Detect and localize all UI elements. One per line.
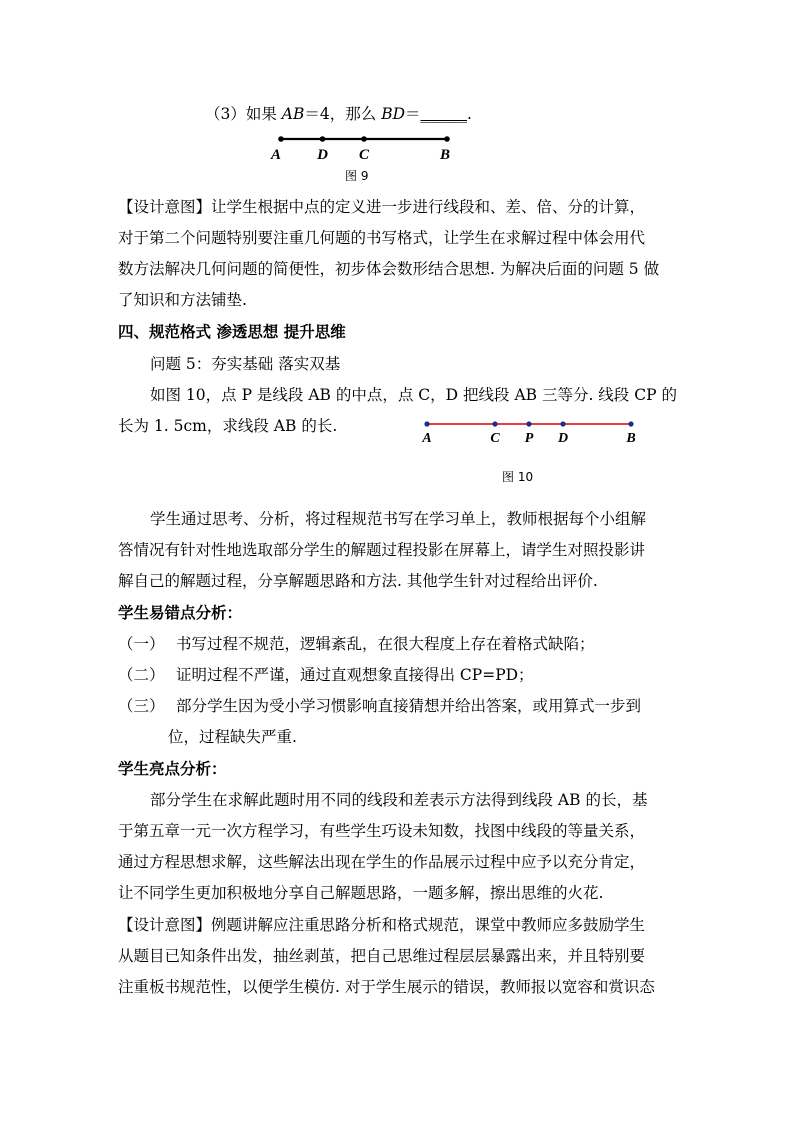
error-item-3: [118, 694, 641, 716]
point-d-dot: [320, 136, 326, 142]
error-item-3-text: 部分学生因为受小学习惯影响直接猜想并给出答案，或用算式一步到: [176, 697, 642, 715]
point-b-label: B: [626, 431, 636, 446]
point-a-dot: [424, 421, 429, 426]
design-intent-1-line-2: 对于第二个问题特别要注重几何题的书写格式，让学生在求解过程中体会用代: [118, 229, 646, 247]
point-b-dot: [444, 136, 450, 142]
error-item-1-text: 书写过程不规范，逻辑紊乱，在很大程度上存在着格式缺陷；: [176, 635, 595, 653]
point-a-label: A: [270, 147, 282, 163]
figure-9-segment: [270, 136, 450, 163]
design-intent-1-line-1: 【设计意图】让学生根据中点的定义进一步进行线段和、差、倍、分的计算，: [118, 198, 646, 216]
error-item-3-continued: 位，过程缺失严重.: [168, 728, 297, 746]
error-item-2-text: 证明过程不严谨，通过直观想象直接得出 CP=PD；: [176, 666, 534, 684]
error-item-2-number: （二）: [118, 666, 165, 684]
point-p-label: P: [524, 431, 534, 446]
figure-10: [415, 415, 647, 449]
highlights-line-1: 部分学生在求解此题时用不同的线段和差表示方法得到线段 AB 的长，基: [150, 791, 648, 809]
error-item-1-number: （一）: [118, 635, 165, 653]
q3-mid: ＝4，那么: [304, 105, 382, 123]
error-item-1: [118, 632, 595, 654]
point-p-dot: [526, 421, 531, 426]
q3-blank: ______: [420, 105, 468, 123]
figure-9-caption: 图 9: [345, 169, 369, 183]
figure-10-segment: [421, 421, 635, 446]
highlights-line-3: 通过方程思想求解，这些解法出现在学生的作品展示过程中应予以充分肯定，: [118, 853, 646, 871]
problem-5-title: 问题 5：夯实基础 落实双基: [150, 355, 341, 373]
process-line-3: 解自己的解题过程，分享解题思路和方法. 其他学生针对过程给出评价.: [118, 572, 598, 590]
design-intent-2-line-1: 【设计意图】例题讲解应注重思路分析和格式规范，课堂中教师应多鼓励学生: [118, 916, 646, 934]
point-d-label: D: [317, 147, 328, 163]
highlights-line-2: 于第五章一元一次方程学习，有些学生巧设未知数，找图中线段的等量关系，: [118, 822, 646, 840]
q3-prefix: （3）如果: [205, 105, 282, 123]
process-line-2: 答情况有针对性地选取部分学生的解题过程投影在屏幕上，请学生对照投影讲: [118, 541, 646, 559]
q3-eq: ＝: [405, 105, 421, 123]
point-a-dot: [278, 136, 284, 142]
point-d-label: D: [557, 431, 569, 446]
point-c-dot: [492, 421, 497, 426]
point-a-label: A: [422, 431, 432, 446]
question-3: [205, 102, 472, 124]
point-c-label: C: [490, 431, 500, 446]
design-intent-2-line-2: 从题目已知条件出发，抽丝剥茧，把自己思维过程层层暴露出来，并且特别要: [118, 947, 646, 965]
highlights-line-4: 让不同学生更加积极地分享自己解题思路，一题多解，擦出思维的火花.: [118, 884, 604, 902]
design-intent-1-line-4: 了知识和方法铺垫.: [118, 291, 247, 309]
process-line-1: 学生通过思考、分析，将过程规范书写在学习单上，教师根据每个小组解: [150, 510, 647, 528]
problem-5-line-1: 如图 10，点 P 是线段 AB 的中点，点 C，D 把线段 AB 三等分. 线段 CP 的: [150, 386, 677, 404]
point-c-label: C: [358, 147, 370, 163]
q3-ab: AB: [281, 105, 305, 123]
design-intent-2-line-3: 注重板书规范性，以便学生模仿. 对于学生展示的错误，教师报以宽容和赏识态: [118, 978, 655, 996]
figure-9: [265, 130, 465, 166]
error-item-3-number: （三）: [118, 697, 165, 715]
errors-title: 学生易错点分析：: [118, 604, 243, 622]
highlights-title: 学生亮点分析：: [118, 760, 227, 778]
design-intent-1-line-3: 数方法解决几何问题的简便性，初步体会数形结合思想. 为解决后面的问题 5 做: [118, 260, 660, 278]
q3-end: .: [467, 105, 472, 123]
section-4-title: 四、规范格式 渗透思想 提升思维: [118, 323, 346, 341]
figure-10-caption: 图 10: [502, 470, 534, 484]
point-c-dot: [361, 136, 367, 142]
point-b-label: B: [439, 147, 451, 163]
point-b-dot: [628, 421, 633, 426]
error-item-2: [118, 663, 534, 685]
point-d-dot: [560, 421, 565, 426]
problem-5-line-2: 长为 1. 5cm，求线段 AB 的长.: [118, 417, 338, 435]
q3-bd: BD: [381, 105, 406, 123]
